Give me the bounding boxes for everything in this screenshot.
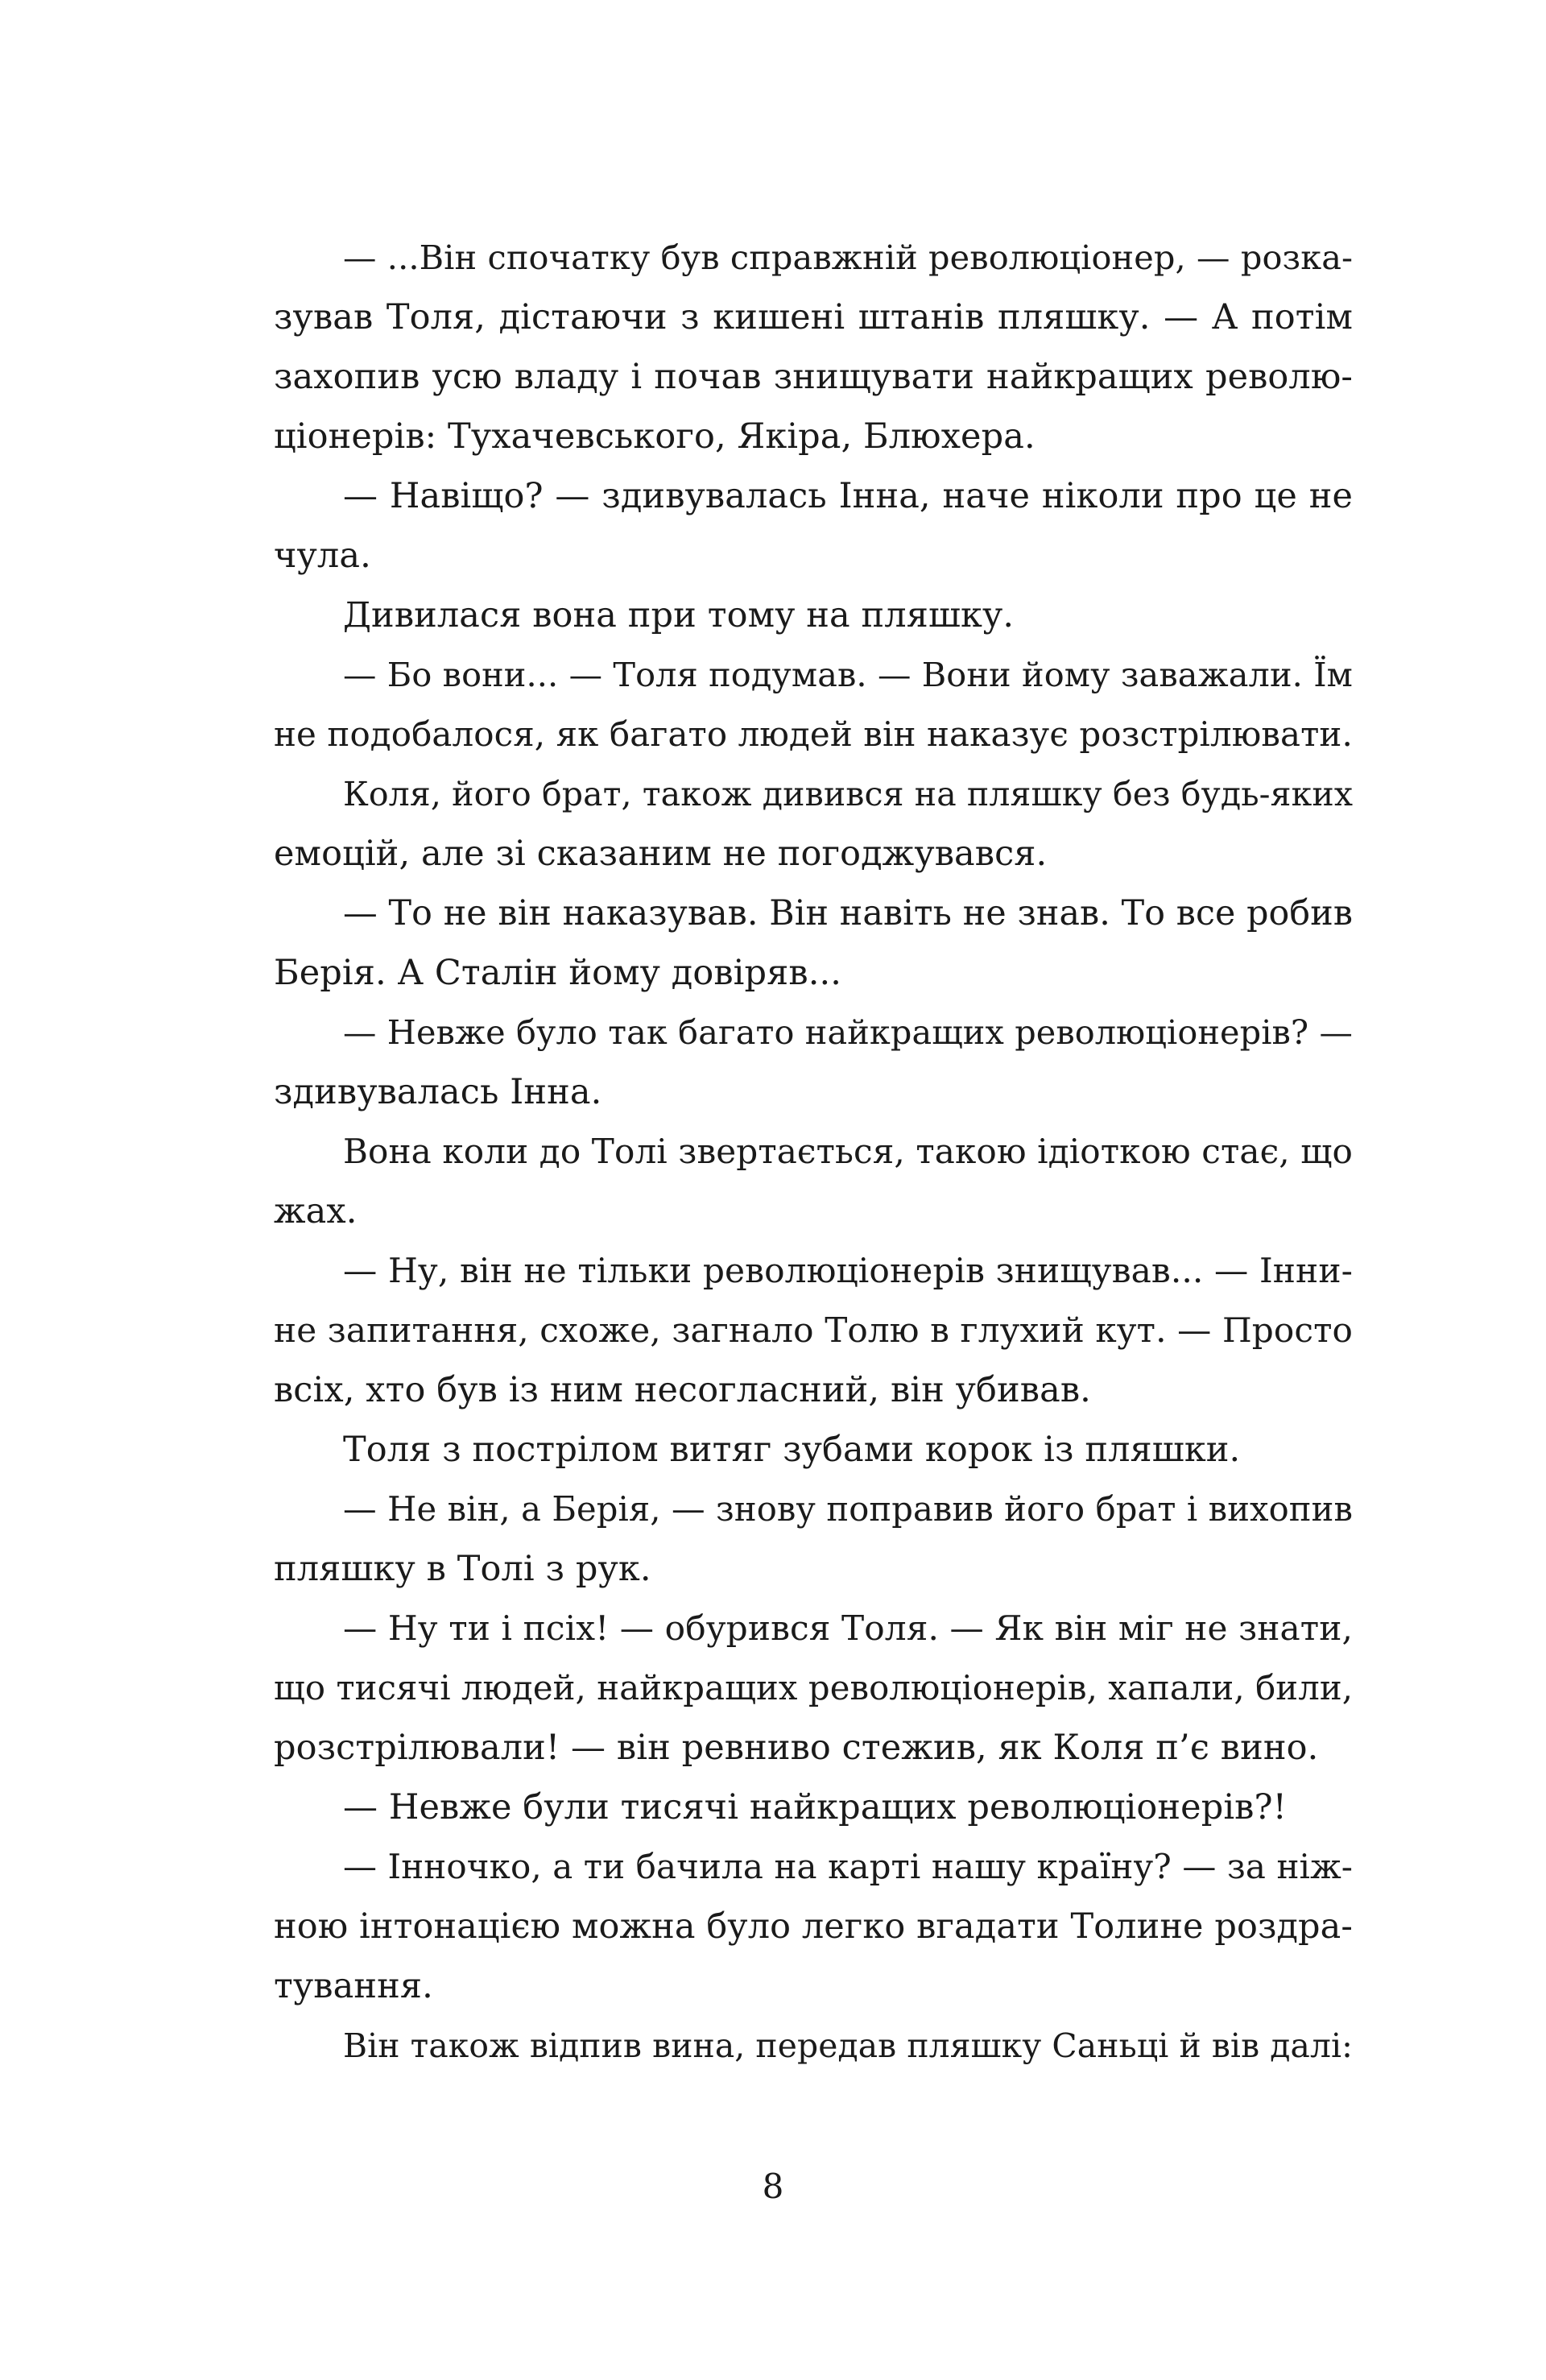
text-line: Берія. А Сталін йому довіряв... [274, 953, 841, 993]
text-line: ною інтонацією можна було легко вгадати Толине роздра- [274, 1906, 1353, 1947]
text-line: Вона коли до Толі звертається, такою ідіоткою стає, що [343, 1132, 1353, 1171]
text-line: Він також відпив вина, передав пляшку Саньці й вів далі: [343, 2026, 1353, 2065]
body-text [274, 228, 1353, 2076]
text-line: ціонерів: Тухачевського, Якіра, Блюхера. [274, 416, 1035, 457]
text-line: що тисячі людей, найкращих революціонерів, хапали, били, [274, 1668, 1354, 1707]
text-line: жах. [274, 1191, 358, 1231]
text-line: захопив усю владу і почав знищувати найкращих револю- [274, 357, 1353, 397]
text-line: — Інночко, а ти бачила на карті нашу країну? — за ніж- [343, 1847, 1354, 1886]
text-line: — Не він, а Берія, — знову поправив його брат і вихопив [343, 1489, 1353, 1529]
text-line: — Невже були тисячі найкращих революціонерів?! [343, 1787, 1288, 1827]
text-line: — Ну, він не тільки революціонерів знищував... — Інни- [343, 1251, 1353, 1290]
text-line: Коля, його брат, також дивився на пляшку без будь-яких [343, 775, 1354, 813]
text-line: не подобалося, як багато людей він наказує розстрілювати. [274, 714, 1353, 754]
text-line: Толя з пострілом витяг зубами корок із пляшки. [343, 1430, 1241, 1470]
text-line: — ...Він спочатку був справжній революціонер, — розка- [343, 238, 1354, 277]
text-line: чула. [274, 536, 371, 576]
text-line: Дивилася вона при тому на пляшку. [343, 595, 1015, 635]
text-line: — То не він наказував. Він навіть не знав. То все робив [343, 893, 1353, 933]
text-line: зував Толя, дістаючи з кишені штанів пляшку. — А потім [274, 297, 1353, 337]
text-line: не запитання, схоже, загнало Толю в глухий кут. — Просто [274, 1310, 1353, 1350]
text-line: тування. [274, 1966, 433, 2006]
text-line: здивувалась Інна. [274, 1072, 602, 1112]
text-line: всіх, хто був із ним несогласний, він убивав. [274, 1370, 1091, 1410]
text-line: — Навіщо? — здивувалась Інна, наче ніколи про це не [343, 476, 1353, 516]
text-line: — Бо вони... — Толя подумав. — Вони йому заважали. Їм [343, 656, 1353, 694]
text-line: — Невже було так багато найкращих революціонерів? — [343, 1013, 1353, 1052]
text-line: — Ну ти і псіх! — обурився Толя. — Як він міг не знати, [343, 1608, 1353, 1648]
text-line: пляшку в Толі з рук. [274, 1549, 651, 1589]
text-line: розстрілювали! — він ревниво стежив, як Коля п’є вино. [274, 1728, 1319, 1768]
text-line: емоцій, але зі сказаним не погоджувався. [274, 834, 1048, 874]
page-number: 8 [762, 2167, 784, 2206]
